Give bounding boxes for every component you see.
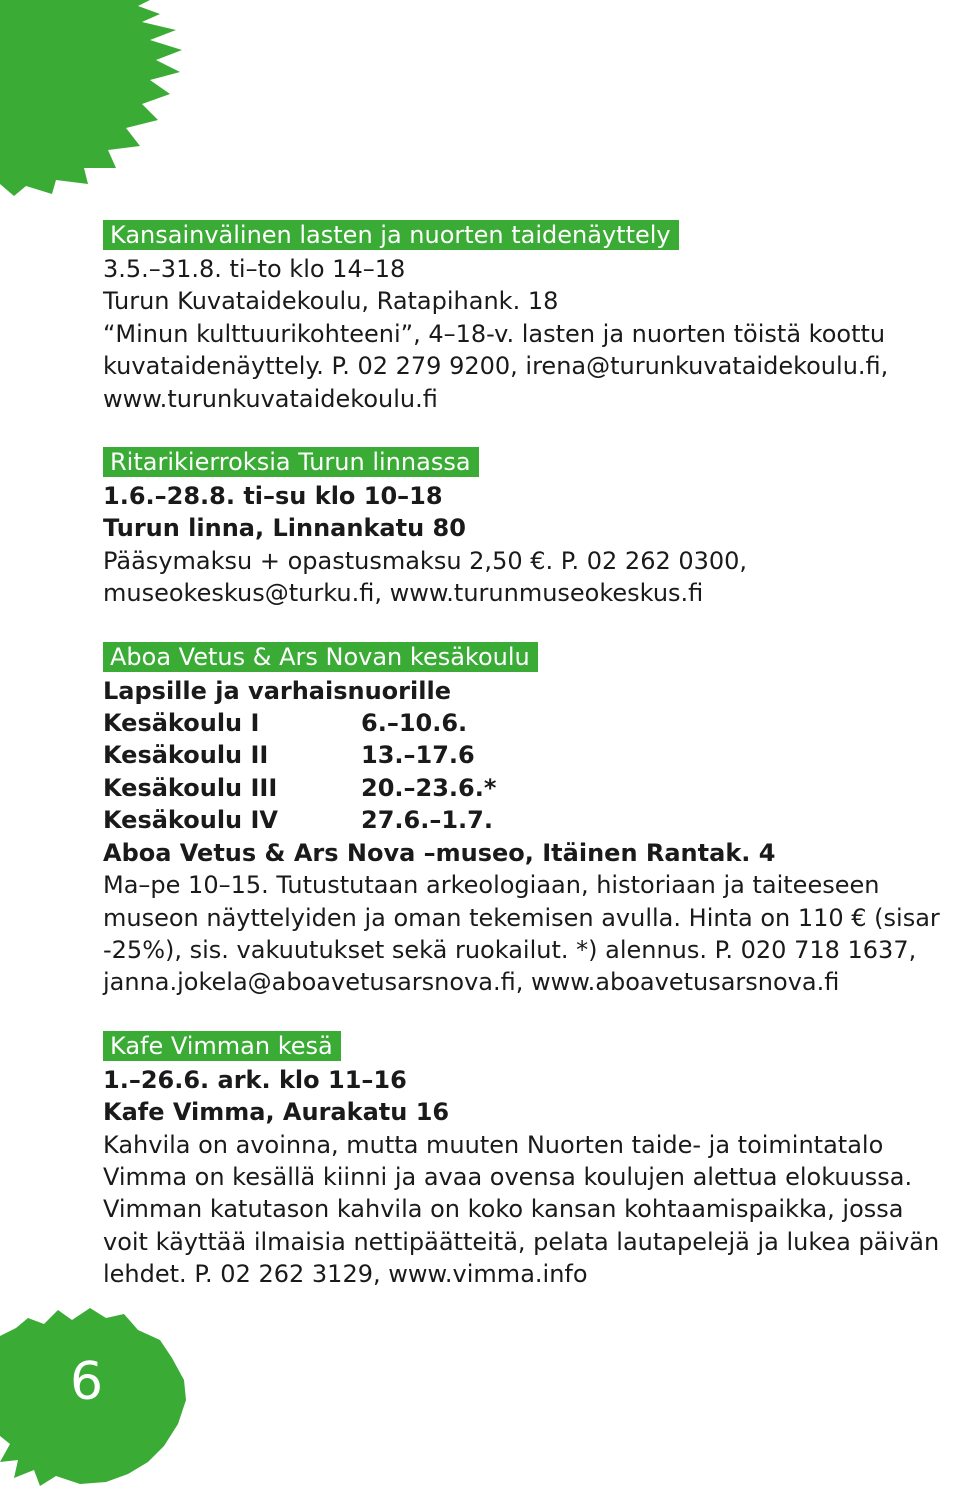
event-place: Turun linna, Linnankatu 80 (103, 514, 466, 543)
schedule-dates: 13.–17.6 (361, 741, 475, 770)
schedule-name: Kesäkoulu III (103, 773, 278, 802)
schedule-name: Kesäkoulu II (103, 741, 269, 770)
event-heading: Aboa Vetus & Ars Novan kesäkoulu (103, 642, 538, 672)
event-section (103, 1031, 953, 1291)
event-date: 1.6.–28.8. ti–su klo 10–18 (103, 482, 443, 511)
schedule-dates: 6.–10.6. (361, 709, 468, 738)
schedule-dates: 20.–23.6.* (361, 773, 497, 802)
schedule-dates: 27.6.–1.7. (361, 806, 493, 835)
event-description: Pääsymaksu + opastusmaksu 2,50 €. P. 02 262 0300, museokeskus@turku.fi, www.turunmuseokeskus.fi (103, 546, 748, 608)
event-heading: Kansainvälinen lasten ja nuorten taidenäyttely (103, 220, 679, 250)
event-date: 3.5.–31.8. ti–to klo 14–18 (103, 255, 406, 283)
event-heading: Ritarikierroksia Turun linnassa (103, 447, 479, 477)
event-section (103, 220, 953, 415)
event-place: Turun Kuvataidekoulu, Ratapihank. 18 (103, 287, 559, 316)
event-description: Kahvila on avoinna, mutta muuten Nuorten taide- ja toimintatalo Vimma on kesällä kiinni ja avaa ovensa koulujen alettua elokuussa. Vimman katutason kahvila on koko kansan kohtaamispaikka, jossa voit käyttää ilmaisia nettipäätteitä, pelata lautapelejä ja lukea päivän lehdet. P. 02 262 3129, www.vimma.info (103, 1130, 940, 1289)
schedule-row (103, 707, 953, 739)
schedule-row (103, 804, 953, 836)
event-description: Ma–pe 10–15. Tutustutaan arkeologiaan, historiaan ja taiteeseen museon näyttelyiden ja oman tekemisen avulla. Hinta on 110 € (sisar -25%), sis. vakuutukset sekä ruokailut. *) alennus. P. 020 718 1637, janna.jokela@aboavetusarsnova.fi, www.aboavetusarsnova.fi (103, 871, 940, 997)
event-heading: Kafe Vimman kesä (103, 1031, 341, 1061)
event-description: “Minun kulttuurikohteeni”, 4–18-v. lasten ja nuorten töistä koottu kuvataidenäyttely. P. 02 279 9200, irena@turunkuvataidekoulu.fi, www.turunkuvataidekoulu.fi (103, 319, 889, 413)
top-green-blob-decoration (0, 0, 200, 200)
event-listing (103, 220, 953, 1323)
event-date: 1.–26.6. ark. klo 11–16 (103, 1065, 407, 1094)
event-place: Kafe Vimma, Aurakatu 16 (103, 1098, 450, 1127)
event-section (103, 642, 953, 999)
schedule-row (103, 739, 953, 771)
event-place: Aboa Vetus & Ars Nova –museo, Itäinen Rantak. 4 (103, 838, 776, 867)
schedule-name: Kesäkoulu I (103, 709, 260, 738)
event-audience: Lapsille ja varhaisnuorille (103, 676, 451, 705)
schedule-row (103, 772, 953, 804)
page-number: 6 (70, 1352, 104, 1412)
event-section (103, 447, 953, 610)
schedule-name: Kesäkoulu IV (103, 806, 278, 835)
